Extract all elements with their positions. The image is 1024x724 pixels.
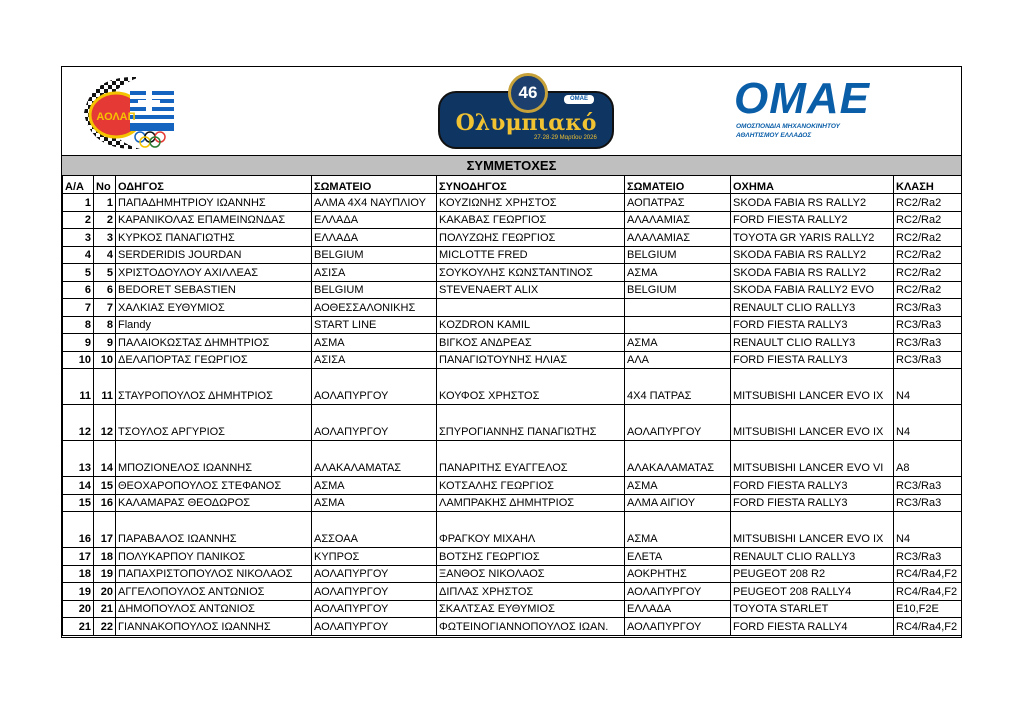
row-car: TOYOTA GR YARIS RALLY2 <box>731 229 894 247</box>
row-driver-club: ΑΛΜΑ 4Χ4 ΝΑΥΠΛΙΟΥ <box>312 194 437 212</box>
row-codriver: ΚΟΥΖΙΩΝΗΣ ΧΡΗΣΤΟΣ <box>437 194 625 212</box>
row-class: RC2/Ra2 <box>894 211 962 229</box>
row-codriver: KOZDRON KAMIL <box>437 316 625 334</box>
rally-omae-badge: OMAE <box>564 95 594 104</box>
row-aa: 14 <box>63 477 94 495</box>
row-no: 1 <box>94 194 116 212</box>
row-codriver: ΚΟΤΣΑΛΗΣ ΓΕΩΡΓΙΟΣ <box>437 477 625 495</box>
table-row <box>63 583 962 601</box>
row-driver: ΠΑΛΑΙΟΚΩΣΤΑΣ ΔΗΜΗΤΡΙΟΣ <box>116 334 312 352</box>
row-codriver: MICLOTTE FRED <box>437 246 625 264</box>
row-driver-club: ΑΟΛΑΠΥΡΓΟΥ <box>312 583 437 601</box>
row-driver: ΠΑΠΑΧΡΙΣΤΟΠΟΥΛΟΣ ΝΙΚΟΛΑΟΣ <box>116 565 312 583</box>
row-codriver: ΞΑΝΘΟΣ ΝΙΚΟΛΑΟΣ <box>437 565 625 583</box>
row-driver-club: ΕΛΛΑΔΑ <box>312 229 437 247</box>
row-class: RC2/Ra2 <box>894 264 962 282</box>
row-no: 18 <box>94 548 116 566</box>
row-aa: 21 <box>63 618 94 636</box>
row-class: N4 <box>894 512 962 548</box>
row-class: RC4/Ra4,F2 <box>894 583 962 601</box>
omae-subtitle-line1: ΟΜΟΣΠΟΝΔΙΑ ΜΗΧΑΝΟΚΙΝΗΤΟΥ <box>736 123 840 130</box>
row-class: RC2/Ra2 <box>894 229 962 247</box>
row-aa: 1 <box>63 194 94 212</box>
table-row <box>63 211 962 229</box>
section-title: ΣΥΜΜΕΤΟΧΕΣ <box>62 155 961 175</box>
row-no: 15 <box>94 477 116 495</box>
row-driver-club: ΑΟΛΑΠΥΡΓΟΥ <box>312 405 437 441</box>
row-codriver-club: BELGIUM <box>625 281 731 299</box>
row-codriver: ΣΚΑΛΤΣΑΣ ΕΥΘΥΜΙΟΣ <box>437 600 625 618</box>
row-no: 3 <box>94 229 116 247</box>
row-codriver: ΠΑΝΑΡΙΤΗΣ ΕΥΑΓΓΕΛΟΣ <box>437 441 625 477</box>
row-driver: BEDORET SEBASTIEN <box>116 281 312 299</box>
row-driver: ΘΕΟΧΑΡΟΠΟΥΛΟΣ ΣΤΕΦΑΝΟΣ <box>116 477 312 495</box>
row-codriver: ΒΙΓΚΟΣ ΑΝΔΡΕΑΣ <box>437 334 625 352</box>
row-codriver-club: ΑΟΛΑΠΥΡΓΟΥ <box>625 405 731 441</box>
row-no: 17 <box>94 512 116 548</box>
row-driver: ΠΑΡΑΒΑΛΟΣ ΙΩΑΝΝΗΣ <box>116 512 312 548</box>
row-aa: 11 <box>63 369 94 405</box>
table-row <box>63 246 962 264</box>
row-aa: 18 <box>63 565 94 583</box>
row-class: RC2/Ra2 <box>894 194 962 212</box>
row-codriver-club: BELGIUM <box>625 246 731 264</box>
row-aa: 19 <box>63 583 94 601</box>
row-class: RC3/Ra3 <box>894 494 962 512</box>
column-header-driver-club: ΣΩΜΑΤΕΙΟ <box>312 176 437 194</box>
row-class: RC3/Ra3 <box>894 316 962 334</box>
row-aa: 4 <box>63 246 94 264</box>
row-codriver-club: ΑΛΑ <box>625 351 731 369</box>
row-codriver-club: ΑΛΜΑ ΑΙΓΙΟΥ <box>625 494 731 512</box>
row-codriver-club: ΑΣΜΑ <box>625 512 731 548</box>
row-aa: 13 <box>63 441 94 477</box>
row-no: 7 <box>94 299 116 317</box>
row-aa: 17 <box>63 548 94 566</box>
column-header-class: ΚΛΑΣΗ <box>894 176 962 194</box>
table-row <box>63 477 962 495</box>
column-header-driver: ΟΔΗΓΟΣ <box>116 176 312 194</box>
table-row <box>63 299 962 317</box>
row-class: E10,F2E <box>894 600 962 618</box>
row-class: RC4/Ra4,F2 <box>894 565 962 583</box>
row-codriver-club: ΑΛΑΛΑΜΙΑΣ <box>625 229 731 247</box>
row-driver: ΑΓΓΕΛΟΠΟΥΛΟΣ ΑΝΤΩΝΙΟΣ <box>116 583 312 601</box>
row-driver-club: ΑΣΜΑ <box>312 334 437 352</box>
table-row <box>63 441 962 477</box>
omae-logo <box>730 75 880 145</box>
row-car: RENAULT CLIO RALLY3 <box>731 299 894 317</box>
row-codriver-club: ΕΛΛΑΔΑ <box>625 600 731 618</box>
row-codriver: ΚΑΚΑΒΑΣ ΓΕΩΡΓΙΟΣ <box>437 211 625 229</box>
row-aa: 10 <box>63 351 94 369</box>
table-row <box>63 565 962 583</box>
row-codriver-club: ΑΟΚΡΗΤΗΣ <box>625 565 731 583</box>
entries-body <box>63 194 962 636</box>
row-no: 19 <box>94 565 116 583</box>
row-no: 21 <box>94 600 116 618</box>
column-header-car: ΟΧΗΜΑ <box>731 176 894 194</box>
row-driver-club: START LINE <box>312 316 437 334</box>
table-row <box>63 334 962 352</box>
column-header-no: No <box>94 176 116 194</box>
row-car: FORD FIESTA RALLY4 <box>731 618 894 636</box>
row-aa: 3 <box>63 229 94 247</box>
row-codriver: ΒΟΤΣΗΣ ΓΕΩΡΓΙΟΣ <box>437 548 625 566</box>
row-codriver-club: ΑΣΜΑ <box>625 264 731 282</box>
row-car: PEUGEOT 208 R2 <box>731 565 894 583</box>
row-no: 2 <box>94 211 116 229</box>
row-class: N4 <box>894 369 962 405</box>
row-no: 8 <box>94 316 116 334</box>
row-car: TOYOTA STARLET <box>731 600 894 618</box>
row-aa: 8 <box>63 316 94 334</box>
row-no: 14 <box>94 441 116 477</box>
row-codriver-club: ΑΣΜΑ <box>625 334 731 352</box>
row-aa: 15 <box>63 494 94 512</box>
row-class: N4 <box>894 405 962 441</box>
row-codriver-club: ΑΛΑΚΑΛΑΜΑΤΑΣ <box>625 441 731 477</box>
row-car: SKODA FABIA RS RALLY2 <box>731 264 894 282</box>
column-header-codriver: ΣΥΝΟΔΗΓΟΣ <box>437 176 625 194</box>
row-car: PEUGEOT 208 RALLY4 <box>731 583 894 601</box>
row-codriver-club: ΑΟΛΑΠΥΡΓΟΥ <box>625 583 731 601</box>
row-driver-club: ΑΛΑΚΑΛΑΜΑΤΑΣ <box>312 441 437 477</box>
table-row <box>63 600 962 618</box>
row-class: RC3/Ra3 <box>894 334 962 352</box>
logo-row <box>62 67 961 155</box>
row-no: 11 <box>94 369 116 405</box>
row-driver-club: ΑΟΛΑΠΥΡΓΟΥ <box>312 369 437 405</box>
row-car: MITSUBISHI LANCER EVO IX <box>731 405 894 441</box>
row-driver-club: ΑΟΛΑΠΥΡΓΟΥ <box>312 618 437 636</box>
row-driver-club: ΑΣΙΣΑ <box>312 351 437 369</box>
row-driver-club: ΚΥΠΡΟΣ <box>312 548 437 566</box>
row-driver-club: ΑΟΛΑΠΥΡΓΟΥ <box>312 565 437 583</box>
row-car: MITSUBISHI LANCER EVO VI <box>731 441 894 477</box>
row-driver-club: ΕΛΛΑΔΑ <box>312 211 437 229</box>
row-driver: ΚΑΛΑΜΑΡΑΣ ΘΕΟΔΩΡΟΣ <box>116 494 312 512</box>
row-driver: ΚΥΡΚΟΣ ΠΑΝΑΓΙΩΤΗΣ <box>116 229 312 247</box>
row-car: SKODA FABIA RS RALLY2 <box>731 194 894 212</box>
row-class: RC2/Ra2 <box>894 246 962 264</box>
table-row <box>63 316 962 334</box>
row-no: 5 <box>94 264 116 282</box>
row-driver: Flandy <box>116 316 312 334</box>
row-no: 16 <box>94 494 116 512</box>
row-aa: 20 <box>63 600 94 618</box>
row-driver-club: ΑΣΜΑ <box>312 477 437 495</box>
row-aa: 6 <box>63 281 94 299</box>
aolap-logo-text: ΑΟΛΑΠ <box>96 111 136 123</box>
row-driver: ΠΑΠΑΔΗΜΗΤΡΙΟΥ ΙΩΑΝΝΗΣ <box>116 194 312 212</box>
row-aa: 5 <box>63 264 94 282</box>
row-car: RENAULT CLIO RALLY3 <box>731 548 894 566</box>
row-no: 4 <box>94 246 116 264</box>
row-driver-club: BELGIUM <box>312 281 437 299</box>
row-codriver-club: ΑΣΜΑ <box>625 477 731 495</box>
table-row <box>63 229 962 247</box>
row-codriver-club <box>625 299 731 317</box>
table-row <box>63 548 962 566</box>
row-car: SKODA FABIA RALLY2 EVO <box>731 281 894 299</box>
row-driver: ΧΡΙΣΤΟΔΟΥΛΟΥ ΑΧΙΛΛΕΑΣ <box>116 264 312 282</box>
row-codriver-club: ΑΛΑΛΑΜΙΑΣ <box>625 211 731 229</box>
row-driver-club: ΑΣΣΟΑΑ <box>312 512 437 548</box>
rally-dates: 27·28·29 Μαρτίου 2026 <box>534 135 597 141</box>
row-no: 10 <box>94 351 116 369</box>
table-row <box>63 494 962 512</box>
row-aa: 2 <box>63 211 94 229</box>
row-no: 6 <box>94 281 116 299</box>
row-car: FORD FIESTA RALLY2 <box>731 211 894 229</box>
row-codriver: ΠΑΝΑΓΙΩΤΟΥΝΗΣ ΗΛΙΑΣ <box>437 351 625 369</box>
row-car: SKODA FABIA RS RALLY2 <box>731 246 894 264</box>
row-codriver: ΔΙΠΛΑΣ ΧΡΗΣΤΟΣ <box>437 583 625 601</box>
row-class: RC3/Ra3 <box>894 548 962 566</box>
row-driver-club: ΑΣΙΣΑ <box>312 264 437 282</box>
row-codriver: ΦΩΤΕΙΝΟΓΙΑΝΝΟΠΟΥΛΟΣ ΙΩΑΝ. <box>437 618 625 636</box>
table-row <box>63 281 962 299</box>
table-row <box>63 369 962 405</box>
row-driver: ΠΟΛΥΚΑΡΠΟΥ ΠΑΝΙΚΟΣ <box>116 548 312 566</box>
row-codriver: ΠΟΛΥΖΩΗΣ ΓΕΩΡΓΙΟΣ <box>437 229 625 247</box>
row-no: 9 <box>94 334 116 352</box>
row-class: RC3/Ra3 <box>894 299 962 317</box>
row-car: MITSUBISHI LANCER EVO IX <box>731 369 894 405</box>
row-car: FORD FIESTA RALLY3 <box>731 316 894 334</box>
row-class: RC3/Ra3 <box>894 351 962 369</box>
entries-table <box>62 175 962 636</box>
row-driver: ΓΙΑΝΝΑΚΟΠΟΥΛΟΣ ΙΩΑΝΝΗΣ <box>116 618 312 636</box>
row-driver: SERDERIDIS JOURDAN <box>116 246 312 264</box>
entry-list-sheet <box>61 66 962 638</box>
table-row <box>63 264 962 282</box>
row-car: FORD FIESTA RALLY3 <box>731 494 894 512</box>
row-driver-club: ΑΟΘΕΣΣΑΛΟΝΙΚΗΣ <box>312 299 437 317</box>
rally-edition-number: 46 <box>508 73 548 113</box>
rally-olympiako-logo <box>438 73 614 151</box>
row-codriver-club: ΑΟΛΑΠΥΡΓΟΥ <box>625 618 731 636</box>
row-car: RENAULT CLIO RALLY3 <box>731 334 894 352</box>
row-driver: ΜΠΟΖΙΟΝΕΛΟΣ ΙΩΑΝΝΗΣ <box>116 441 312 477</box>
row-class: RC4/Ra4,F2 <box>894 618 962 636</box>
row-car: MITSUBISHI LANCER EVO IX <box>731 512 894 548</box>
row-aa: 16 <box>63 512 94 548</box>
row-codriver: ΦΡΑΓΚΟΥ ΜΙΧΑΗΛ <box>437 512 625 548</box>
column-header-aa: Α/Α <box>63 176 94 194</box>
row-codriver: ΣΟΥΚΟΥΛΗΣ ΚΩΝΣΤΑΝΤΙΝΟΣ <box>437 264 625 282</box>
row-codriver: STEVENAERT ALIX <box>437 281 625 299</box>
row-class: RC3/Ra3 <box>894 477 962 495</box>
row-no: 12 <box>94 405 116 441</box>
omae-subtitle-line2: ΑΘΛΗΤΙΣΜΟΥ ΕΛΛΑΔΟΣ <box>736 132 812 139</box>
row-class: A8 <box>894 441 962 477</box>
row-no: 22 <box>94 618 116 636</box>
row-codriver: ΚΟΥΦΟΣ ΧΡΗΣΤΟΣ <box>437 369 625 405</box>
row-driver-club: ΑΣΜΑ <box>312 494 437 512</box>
table-row <box>63 405 962 441</box>
row-driver-club: BELGIUM <box>312 246 437 264</box>
row-driver: ΤΣΟΥΛΟΣ ΑΡΓΥΡΙΟΣ <box>116 405 312 441</box>
row-codriver-club <box>625 316 731 334</box>
table-row <box>63 618 962 636</box>
row-driver: ΔΕΛΑΠΟΡΤΑΣ ΓΕΩΡΓΙΟΣ <box>116 351 312 369</box>
row-codriver-club: 4Χ4 ΠΑΤΡΑΣ <box>625 369 731 405</box>
table-header-row <box>63 176 962 194</box>
rally-title: Ολυμπιακό <box>455 110 597 136</box>
table-row <box>63 194 962 212</box>
row-driver: ΣΤΑΥΡΟΠΟΥΛΟΣ ΔΗΜΗΤΡΙΟΣ <box>116 369 312 405</box>
row-car: FORD FIESTA RALLY3 <box>731 351 894 369</box>
row-aa: 12 <box>63 405 94 441</box>
row-aa: 9 <box>63 334 94 352</box>
aolap-logo <box>80 73 198 153</box>
row-codriver-club: ΑΟΠΑΤΡΑΣ <box>625 194 731 212</box>
row-driver: ΚΑΡΑΝΙΚΟΛΑΣ ΕΠΑΜΕΙΝΩΝΔΑΣ <box>116 211 312 229</box>
row-car: FORD FIESTA RALLY3 <box>731 477 894 495</box>
row-class: RC2/Ra2 <box>894 281 962 299</box>
row-driver: ΔΗΜΟΠΟΥΛΟΣ ΑΝΤΩΝΙΟΣ <box>116 600 312 618</box>
table-row <box>63 512 962 548</box>
row-codriver: ΛΑΜΠΡΑΚΗΣ ΔΗΜΗΤΡΙΟΣ <box>437 494 625 512</box>
row-driver-club: ΑΟΛΑΠΥΡΓΟΥ <box>312 600 437 618</box>
row-codriver-club: ΕΛΕΤΑ <box>625 548 731 566</box>
table-row <box>63 351 962 369</box>
row-codriver: ΣΠΥΡΟΓΙΑΝΝΗΣ ΠΑΝΑΓΙΩΤΗΣ <box>437 405 625 441</box>
row-codriver <box>437 299 625 317</box>
row-no: 20 <box>94 583 116 601</box>
row-aa: 7 <box>63 299 94 317</box>
omae-wordmark: OMAE <box>734 74 870 123</box>
row-driver: ΧΑΛΚΙΑΣ ΕΥΘΥΜΙΟΣ <box>116 299 312 317</box>
column-header-codriver-club: ΣΩΜΑΤΕΙΟ <box>625 176 731 194</box>
